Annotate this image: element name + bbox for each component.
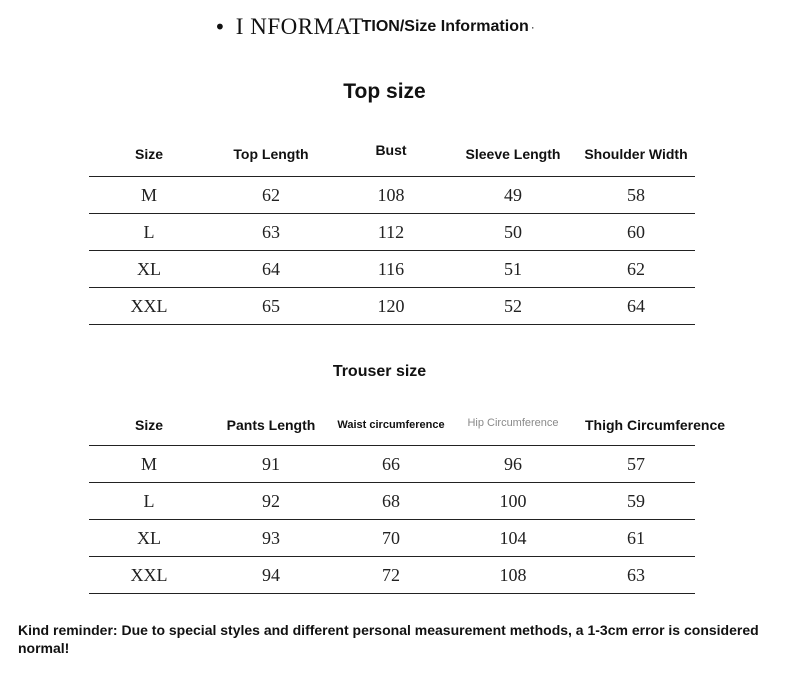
table-cell: 51 (449, 251, 577, 288)
trouser-size-table (89, 404, 726, 594)
table-cell: 62 (209, 177, 333, 214)
page-header (214, 10, 535, 44)
column-header: Pants Length (209, 404, 333, 446)
top-size-title: Top size (343, 80, 426, 103)
table-cell: 100 (449, 483, 577, 520)
column-header: Size (89, 404, 209, 446)
table-cell: 91 (209, 446, 333, 483)
table-row (89, 446, 695, 483)
table-cell: XXL (89, 557, 209, 594)
table-cell: 120 (333, 288, 449, 325)
table-cell: M (89, 446, 209, 483)
top-size-table (89, 131, 695, 325)
table-row (89, 483, 695, 520)
column-header: Top Length (209, 131, 333, 177)
table-cell: 64 (209, 251, 333, 288)
table-cell: 58 (577, 177, 695, 214)
column-header: Size (89, 131, 209, 177)
table-row (89, 288, 695, 325)
table-row (89, 520, 695, 557)
table-cell: 94 (209, 557, 333, 594)
table-cell: 112 (333, 214, 449, 251)
bullet-icon: • (214, 15, 226, 39)
table-cell: L (89, 483, 209, 520)
table-cell: XL (89, 520, 209, 557)
header-serif-text: I NFORMAT (235, 14, 364, 39)
column-header: Thigh Circumference (577, 404, 695, 446)
table-cell: 49 (449, 177, 577, 214)
table-cell: 64 (577, 288, 695, 325)
table-cell: L (89, 214, 209, 251)
table-cell: 63 (577, 557, 695, 594)
table-header-row (89, 404, 695, 446)
table-cell: 68 (333, 483, 449, 520)
trouser-size-title: Trouser size (332, 363, 427, 380)
table-cell: 72 (333, 557, 449, 594)
table-cell: XXL (89, 288, 209, 325)
table-header-row (89, 131, 695, 177)
header-trailing-dot: · (530, 20, 535, 34)
table-cell: 62 (577, 251, 695, 288)
table-cell: 66 (333, 446, 449, 483)
table-cell: 92 (209, 483, 333, 520)
table-row (89, 177, 695, 214)
table-cell: XL (89, 251, 209, 288)
table-row (89, 251, 695, 288)
table-cell: 96 (449, 446, 577, 483)
table-cell: 63 (209, 214, 333, 251)
kind-reminder-note: Kind reminder: Due to special styles and different personal measurement methods, a 1-3cm error is considered normal! (18, 622, 759, 656)
table-cell: 60 (577, 214, 695, 251)
table-cell: 57 (577, 446, 695, 483)
table-cell: 104 (449, 520, 577, 557)
table-cell: 70 (333, 520, 449, 557)
column-header: Shoulder Width (577, 131, 695, 177)
column-header: Hip Circumference (449, 404, 577, 446)
column-header: Bust (333, 131, 449, 177)
table-row (89, 557, 695, 594)
column-header: Waist circumference (333, 404, 449, 446)
table-cell: 52 (449, 288, 577, 325)
table-cell: 59 (577, 483, 695, 520)
table-cell: 61 (577, 520, 695, 557)
table-cell: 50 (449, 214, 577, 251)
column-header: Sleeve Length (449, 131, 577, 177)
table-cell: M (89, 177, 209, 214)
table-cell: 108 (333, 177, 449, 214)
table-cell: 93 (209, 520, 333, 557)
table-cell: 65 (209, 288, 333, 325)
table-cell: 116 (333, 251, 449, 288)
table-row (89, 214, 695, 251)
table-cell: 108 (449, 557, 577, 594)
header-sans-text: TION/Size Information (361, 18, 529, 35)
